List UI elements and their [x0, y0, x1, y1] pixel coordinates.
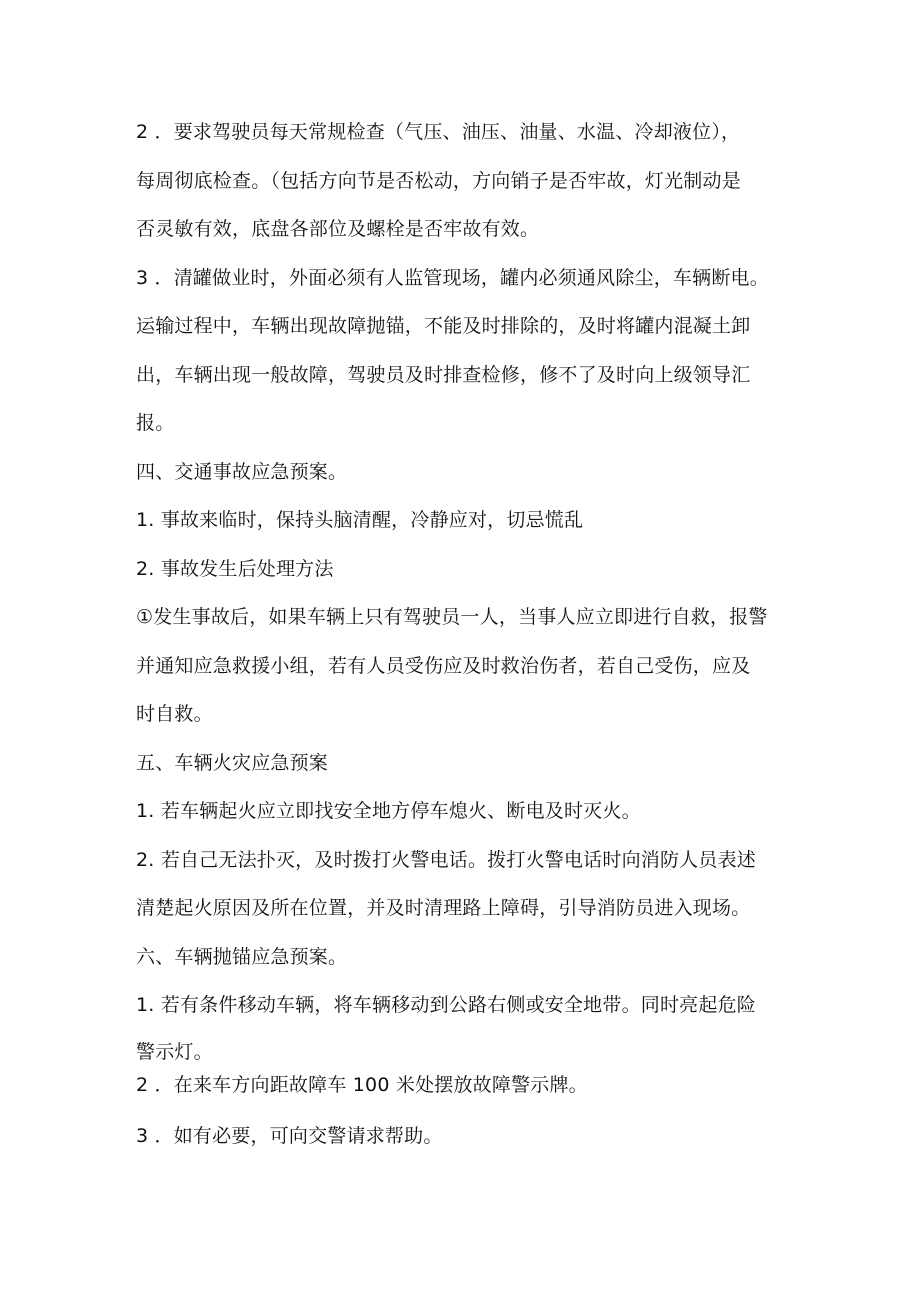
- text-line: 每周彻底检查。（包括方向节是否松动，方向销子是否牢故，灯光制动是: [136, 170, 741, 192]
- text-line: 出，车辆出现一般故障，驾驶员及时排查检修，修不了及时向上级领导汇: [136, 364, 751, 386]
- text-line: 运输过程中，车辆出现故障抛锚，不能及时排除的，及时将罐内混凝土卸: [136, 315, 751, 337]
- text-line: 1. 事故来临时，保持头脑清醒，冷静应对，切忌慌乱: [136, 509, 584, 531]
- text-line: ①发生事故后，如果车辆上只有驾驶员一人，当事人应立即进行自救，报警: [136, 606, 768, 628]
- text-line: 警示灯。: [136, 1041, 213, 1063]
- text-line: 清楚起火原因及所在位置，并及时清理路上障碍，引导消防员进入现场。: [136, 897, 751, 919]
- text-line: 2. 事故发生后处理方法: [136, 558, 334, 580]
- section-heading: 六、车辆抛锚应急预案。: [136, 946, 348, 968]
- text-line: 并通知应急救援小组，若有人员受伤应及时救治伤者，若自己受伤，应及: [136, 655, 751, 677]
- section-heading: 四、交通事故应急预案。: [136, 461, 348, 483]
- text-line: 时自救。: [136, 703, 213, 725]
- text-line: 报。: [136, 412, 175, 434]
- text-line: 3 ．如有必要，可向交警请求帮助。: [136, 1125, 443, 1147]
- section-heading: 五、车辆火灾应急预案: [136, 752, 329, 774]
- text-line: 2 ．在来车方向距故障车 100 米处摆放故障警示牌。: [136, 1074, 588, 1096]
- text-line: 否灵敏有效，底盘各部位及螺栓是否牢故有效。: [136, 218, 540, 240]
- text-line: 1. 若有条件移动车辆，将车辆移动到公路右侧或安全地带。同时亮起危险: [136, 994, 756, 1016]
- text-line: 2 ．要求驾驶员每天常规检查（气压、油压、油量、水温、冷却液位），: [136, 121, 741, 143]
- text-line: 2. 若自己无法扑灭，及时拨打火警电话。拨打火警电话时向消防人员表述: [136, 849, 756, 871]
- text-line: 3 ．清罐做业时，外面必须有人监管现场，罐内必须通风除尘，车辆断电。: [136, 267, 769, 289]
- text-line: 1. 若车辆起火应立即找安全地方停车熄火、断电及时灭火。: [136, 800, 641, 822]
